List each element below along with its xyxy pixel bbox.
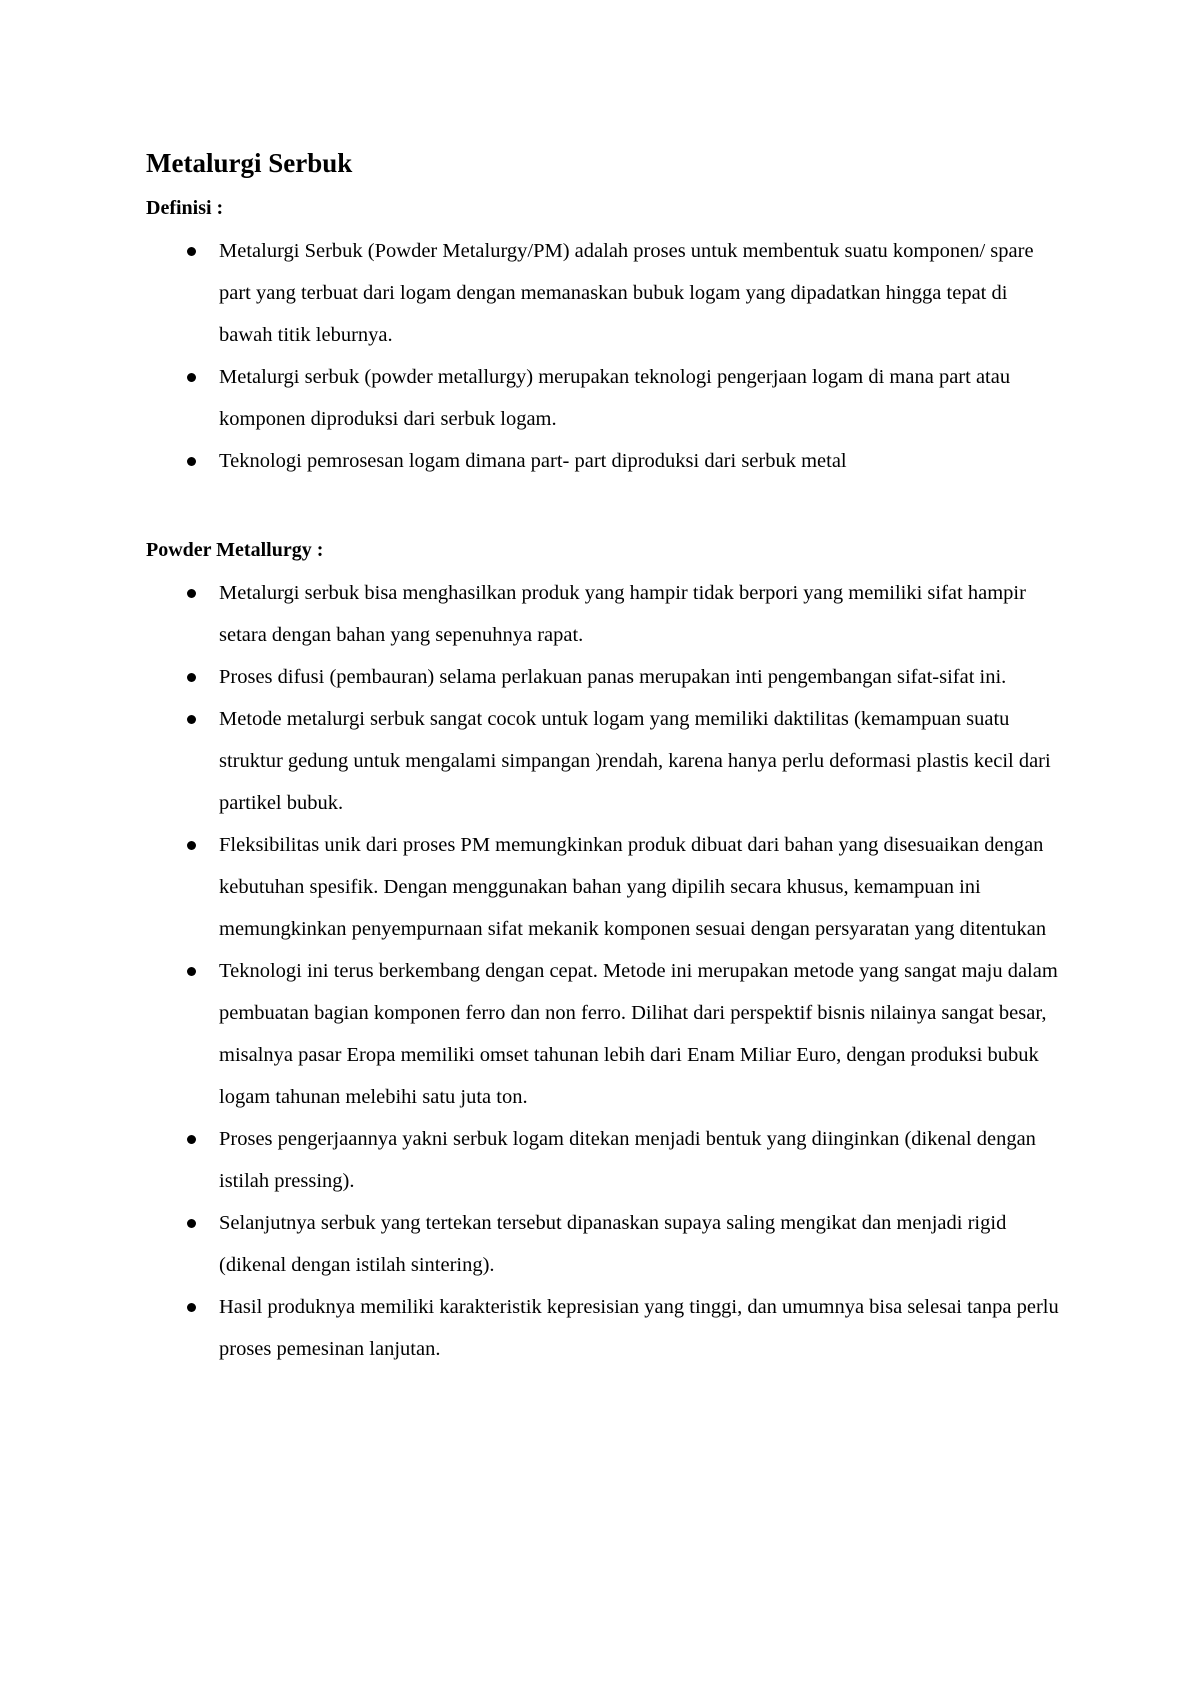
list-item-text: Metode metalurgi serbuk sangat cocok untuk logam yang memiliki daktilitas (kemampuan suatu struktur gedung untuk mengalami simpangan )rendah, karena hanya perlu deformasi plastis kecil dari partikel bubuk. bbox=[219, 708, 1051, 814]
list-item-text: Teknologi pemrosesan logam dimana part- part diproduksi dari serbuk metal bbox=[219, 450, 847, 472]
list-item-text: Proses pengerjaannya yakni serbuk logam ditekan menjadi bentuk yang diinginkan (dikenal dengan istilah pressing). bbox=[219, 1128, 1036, 1192]
list-item bbox=[0, 1202, 1059, 1286]
list-item bbox=[0, 356, 1059, 440]
bullet-icon bbox=[187, 841, 196, 850]
bullet-icon bbox=[187, 373, 196, 382]
list-item-text: Proses difusi (pembauran) selama perlakuan panas merupakan inti pengembangan sifat-sifat ini. bbox=[219, 666, 1007, 688]
bullet-icon bbox=[187, 673, 196, 682]
list-item bbox=[0, 1118, 1059, 1202]
list-item bbox=[0, 440, 1059, 482]
bullet-icon bbox=[187, 967, 196, 976]
list-item-text: Fleksibilitas unik dari proses PM memungkinkan produk dibuat dari bahan yang disesuaikan dengan kebutuhan spesifik. Dengan menggunakan bahan yang dipilih secara khusus, kemampuan ini memungkinkan penyempurnaan sifat mekanik komponen sesuai dengan persyaratan yang ditentukan bbox=[219, 834, 1047, 940]
list-item bbox=[0, 230, 1059, 356]
list-item bbox=[0, 824, 1059, 950]
bullet-icon bbox=[187, 457, 196, 466]
list-item-text: Selanjutnya serbuk yang tertekan tersebut dipanaskan supaya saling mengikat dan menjadi rigid (dikenal dengan istilah sintering). bbox=[219, 1212, 1007, 1276]
list-item-text: Hasil produknya memiliki karakteristik kepresisian yang tinggi, dan umumnya bisa selesai tanpa perlu proses pemesinan lanjutan. bbox=[219, 1296, 1059, 1360]
list-item bbox=[0, 698, 1059, 824]
powder-metallurgy-list bbox=[0, 572, 1200, 1370]
bullet-icon bbox=[187, 589, 196, 598]
bullet-icon bbox=[187, 247, 196, 256]
section-heading-powder-metallurgy: Powder Metallurgy : bbox=[146, 539, 324, 561]
document-title: Metalurgi Serbuk bbox=[146, 148, 353, 178]
list-item-text: Metalurgi Serbuk (Powder Metalurgy/PM) adalah proses untuk membentuk suatu komponen/ spare part yang terbuat dari logam dengan memanaskan bubuk logam yang dipadatkan hingga tepat di bawah titik leburnya. bbox=[219, 240, 1034, 346]
bullet-icon bbox=[187, 1219, 196, 1228]
definisi-list bbox=[0, 230, 1200, 482]
bullet-icon bbox=[187, 1135, 196, 1144]
list-item bbox=[0, 656, 1059, 698]
list-item-text: Metalurgi serbuk (powder metallurgy) merupakan teknologi pengerjaan logam di mana part atau komponen diproduksi dari serbuk logam. bbox=[219, 366, 1011, 430]
list-item-text: Teknologi ini terus berkembang dengan cepat. Metode ini merupakan metode yang sangat maju dalam pembuatan bagian komponen ferro dan non ferro. Dilihat dari perspektif bisnis nilainya sangat besar, misalnya pasar Eropa memiliki omset tahunan lebih dari Enam Miliar Euro, dengan produksi bubuk logam tahunan melebihi satu juta ton. bbox=[219, 960, 1058, 1108]
list-item bbox=[0, 572, 1059, 656]
list-item bbox=[0, 950, 1059, 1118]
bullet-icon bbox=[187, 1303, 196, 1312]
list-item bbox=[0, 1286, 1059, 1370]
list-item-text: Metalurgi serbuk bisa menghasilkan produk yang hampir tidak berpori yang memiliki sifat hampir setara dengan bahan yang sepenuhnya rapat. bbox=[219, 582, 1026, 646]
section-heading-definisi: Definisi : bbox=[146, 197, 224, 219]
bullet-icon bbox=[187, 715, 196, 724]
